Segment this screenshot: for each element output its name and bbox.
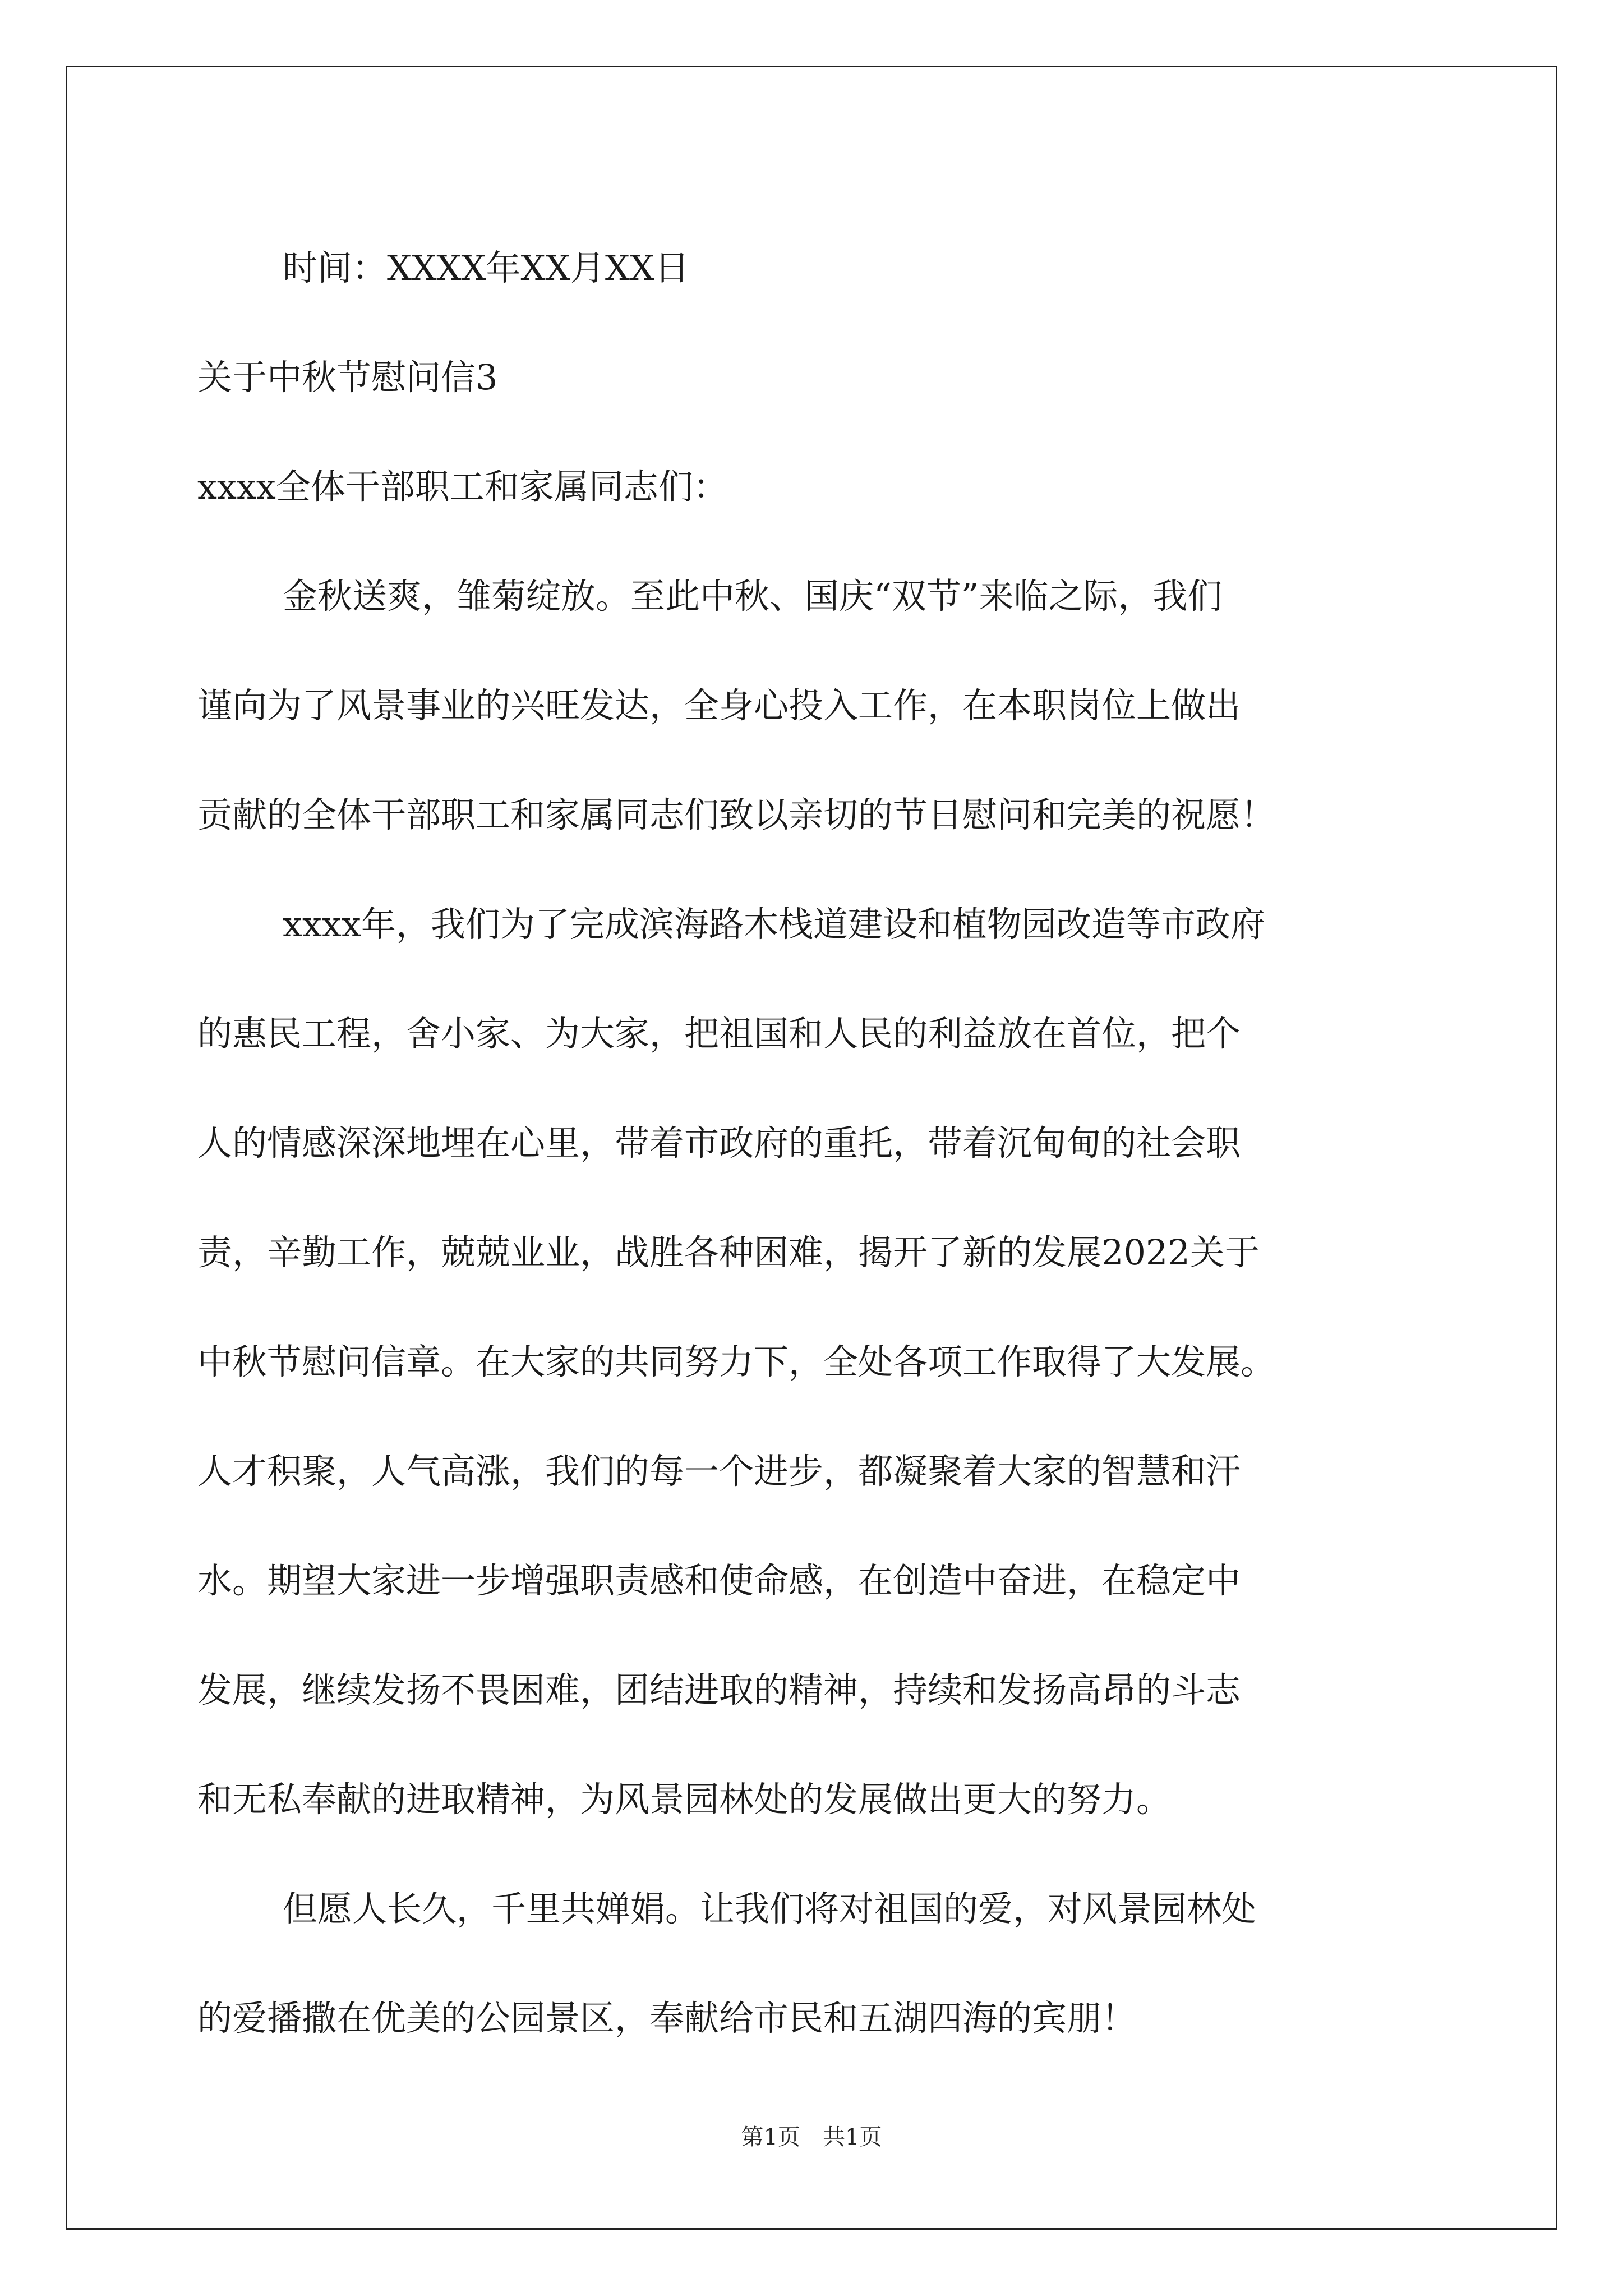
paragraph-2-line-2: 的惠民工程，舍小家、为大家，把祖国和人民的利益放在首位，把个	[197, 1013, 1241, 1054]
paragraph-2-line-8: 发展，继续发扬不畏困难，团结进取的精神，持续和发扬高昂的斗志	[197, 1669, 1241, 1710]
letter-title: 关于中秋节慰问信3	[197, 357, 498, 398]
paragraph-2-line-1: xxxx年，我们为了完成滨海路木栈道建设和植物园改造等市政府	[283, 904, 1265, 945]
paragraph-1-line-2: 谨向为了风景事业的兴旺发达，全身心投入工作，在本职岗位上做出	[197, 685, 1241, 726]
paragraph-2-line-7: 水。期望大家进一步增强职责感和使命感，在创造中奋进，在稳定中	[197, 1560, 1241, 1601]
paragraph-2-line-5: 中秋节慰问信章。在大家的共同努力下，全处各项工作取得了大发展。	[197, 1341, 1276, 1382]
paragraph-2-line-6: 人才积聚，人气高涨，我们的每一个进步，都凝聚着大家的智慧和汗	[197, 1451, 1241, 1492]
paragraph-2-line-3: 人的情感深深地埋在心里，带着市政府的重托，带着沉甸甸的社会职	[197, 1122, 1241, 1163]
paragraph-1-line-1: 金秋送爽，雏菊绽放。至此中秋、国庆“双节”来临之际，我们	[283, 576, 1223, 616]
paragraph-1-line-3: 贡献的全体干部职工和家属同志们致以亲切的节日慰问和完美的祝愿！	[197, 794, 1276, 835]
paragraph-3-line-2: 的爱播撒在优美的公园景区，奉献给市民和五湖四海的宾朋！	[197, 1998, 1137, 2039]
paragraph-2-line-9: 和无私奉献的进取精神，为风景园林处的发展做出更大的努力。	[197, 1779, 1172, 1820]
paragraph-2-line-4: 责，辛勤工作，兢兢业业，战胜各种困难，揭开了新的发展2022关于	[197, 1232, 1260, 1273]
date-line: 时间：XXXX年XX月XX日	[283, 247, 690, 288]
letter-body	[197, 213, 1459, 2073]
paragraph-3-line-1: 但愿人长久，千里共婵娟。让我们将对祖国的爱，对风景园林处	[283, 1888, 1257, 1929]
salutation: xxxx全体干部职工和家属同志们：	[197, 466, 728, 507]
page-number-footer: 第1页 共1页	[741, 2124, 882, 2150]
